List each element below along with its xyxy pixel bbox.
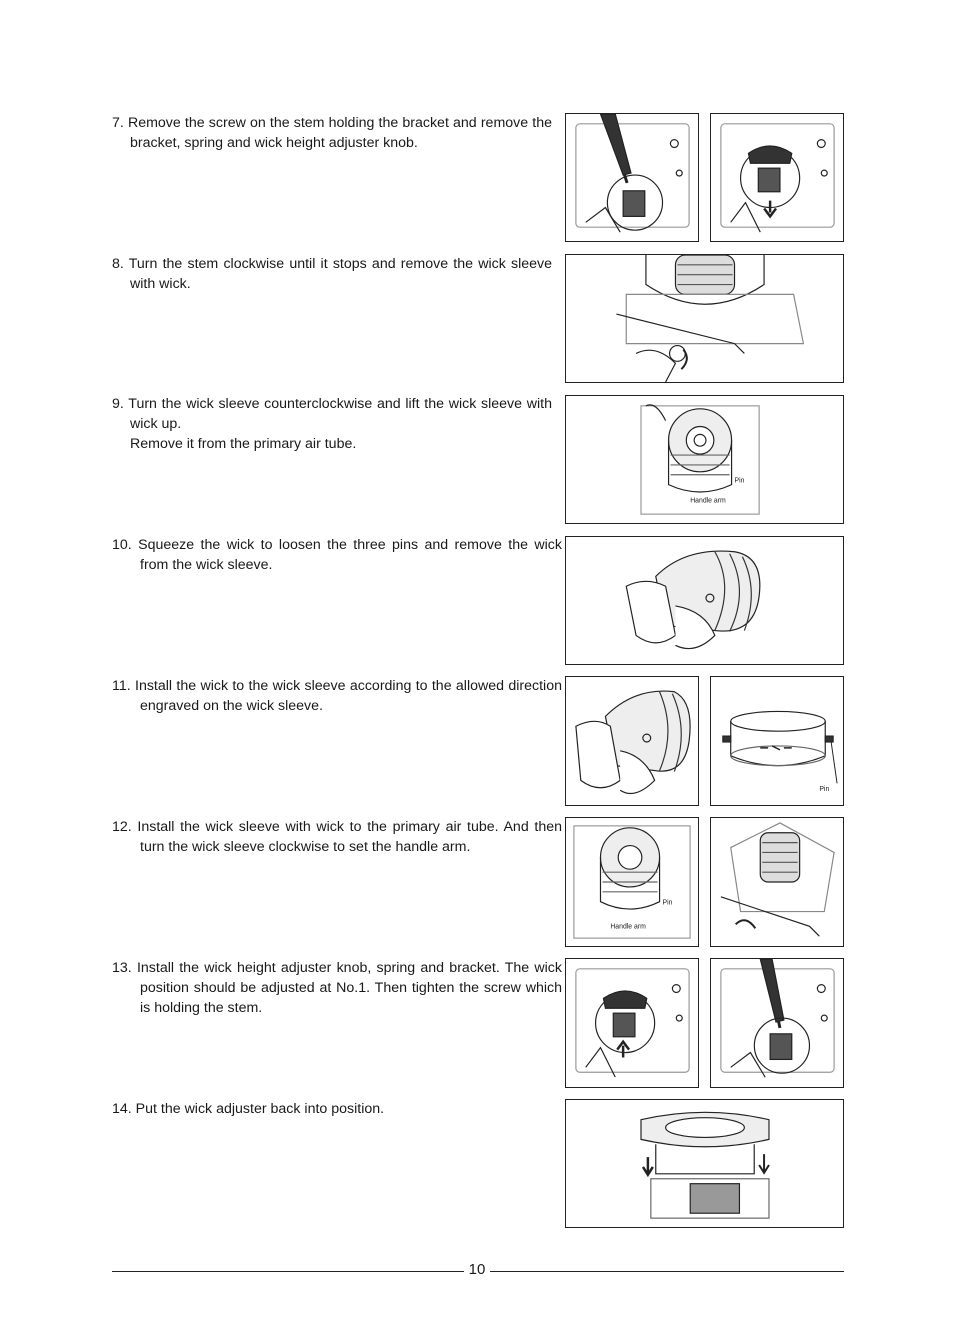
figure-step-9-lift-wick-sleeve (565, 395, 844, 524)
label-pin: Pin (662, 899, 673, 907)
label-pin: Pin (819, 786, 830, 794)
step-11: 11. Install the wick to the wick sleeve according to the allowed direction engraved on the wick sleeve. (112, 678, 562, 714)
step-12: 12. Install the wick sleeve with wick to the primary air tube. And then turn the wick sleeve clockwise to set the handle arm. (112, 819, 562, 855)
figure-step-10-squeeze-wick (565, 536, 844, 665)
arrow-up-icon (617, 1042, 629, 1058)
step-13: 13. Install the wick height adjuster knob, spring and bracket. The wick position should be adjusted at No.1. Then tighten the screw which is holding the stem. (112, 960, 562, 1016)
figure-step-8-turn-stem (565, 254, 844, 383)
label-handle-arm: Handle arm (690, 497, 726, 505)
rotate-clockwise-icon (736, 920, 756, 928)
figure-step-12-set-handle-arm (710, 817, 844, 947)
page-number: 10 (468, 1261, 486, 1278)
figure-step-11-wick-sleeve-pin (710, 676, 844, 806)
figure-step-7-screwdriver (565, 113, 699, 242)
step-8: 8. Turn the stem clockwise until it stops and remove the wick sleeve with wick. (112, 256, 552, 292)
step-10: 10. Squeeze the wick to loosen the three pins and remove the wick from the wick sleeve. (112, 537, 562, 573)
figure-step-13-install-knob (565, 958, 699, 1088)
footer-rule-right (490, 1271, 844, 1272)
label-pin: Pin (734, 477, 745, 485)
footer-rule-left (112, 1271, 464, 1272)
step-14: 14. Put the wick adjuster back into position. (112, 1101, 385, 1117)
arrow-down-icon (764, 201, 776, 217)
figure-step-14-wick-adjuster (565, 1099, 844, 1228)
figure-step-11-install-wick (565, 676, 699, 806)
label-handle-arm: Handle arm (610, 923, 646, 931)
step-7: 7. Remove the screw on the stem holding the bracket and remove the bracket, spring and wick height adjuster knob. (112, 115, 552, 151)
arrow-down-icon (643, 1157, 653, 1175)
arrow-down-icon (759, 1154, 769, 1173)
figure-step-13-tighten-screw (710, 958, 844, 1088)
figure-step-7-remove-bracket (710, 113, 844, 242)
figure-step-12-install-sleeve (565, 817, 699, 947)
step-9: 9. Turn the wick sleeve counterclockwise and lift the wick sleeve with wick up. Remove it from the primary air tube. (112, 396, 552, 452)
